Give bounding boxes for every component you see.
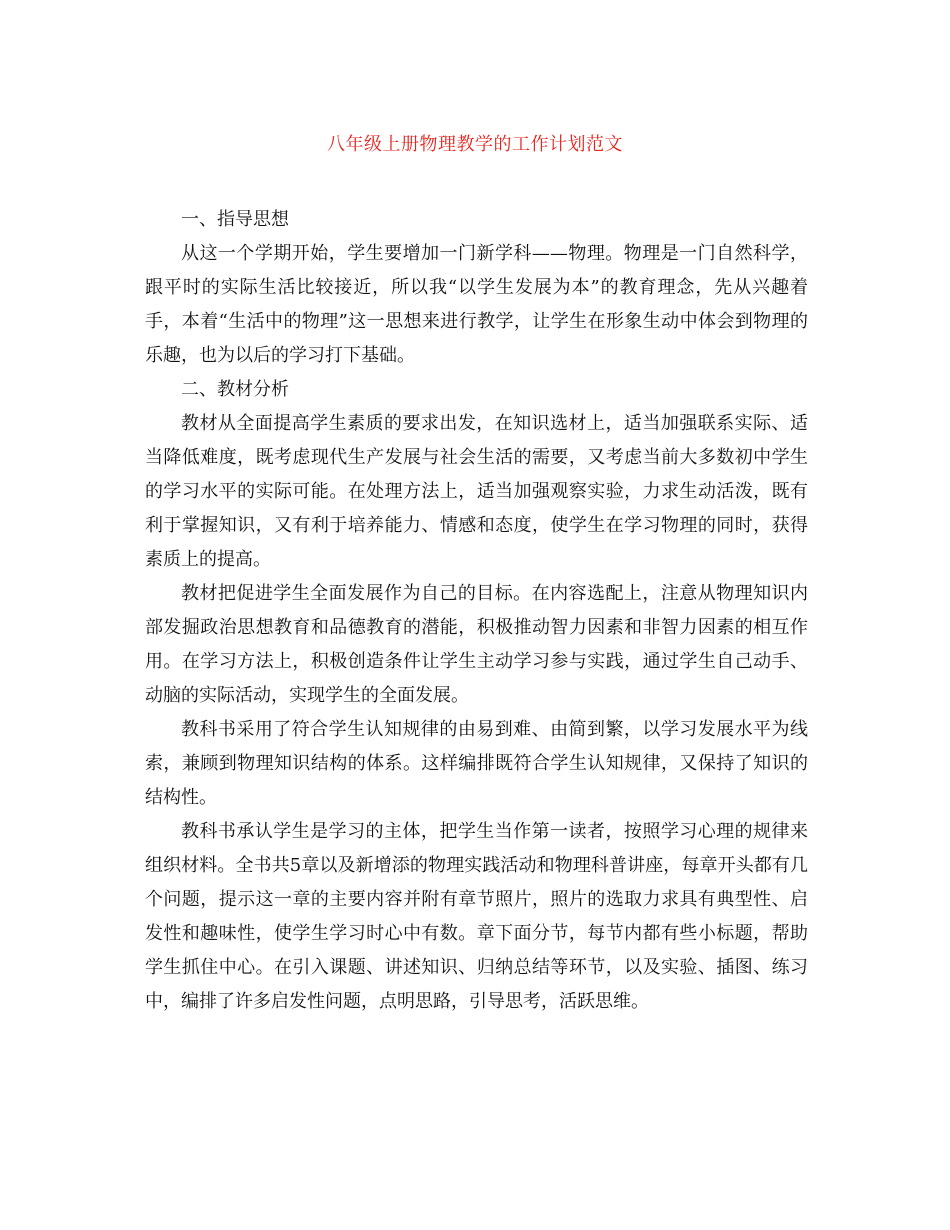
paragraph-textbook-analysis-1: 教材从全面提高学生素质的要求出发，在知识选材上，适当加强联系实际、适当降低难度，既考虑现代生产发展与社会生活的需要，又考虑当前大多数初中学生的学习水平的实际可能。在处理方法上，适当加强观察实验，力求生动活泼，既有利于掌握知识，又有利于培养能力、情感和态度，使学生在学习物理的同时，获得素质上的提高。: [145, 413, 808, 570]
paragraph-guiding-ideology: 从这一个学期开始，学生要增加一门新学科——物理。物理是一门自然科学，跟平时的实际生活比较接近，所以我“以学生发展为本”的教育理念，先从兴趣着手，本着“生活中的物理”这一思想来进行教学，让学生在形象生动中体会到物理的乐趣，也为以后的学习打下基础。: [145, 243, 808, 366]
paragraph-textbook-analysis-4: 教科书承认学生是学习的主体，把学生当作第一读者，按照学习心理的规律来组织材料。全书共5章以及新增添的物理实践活动和物理科普讲座，每章开头都有几个问题，提示这一章的主要内容并附有章节照片，照片的选取力求具有典型性、启发性和趣味性，使学生学习时心中有数。章下面分节，每节内都有些小标题，帮助学生抓住中心。在引入课题、讲述知识、归纳总结等环节，以及实验、插图、练习中，编排了许多启发性问题，点明思路，引导思考，活跃思维。: [145, 821, 808, 1012]
section-heading-textbook-analysis: 二、教材分析: [181, 379, 289, 400]
paragraph-textbook-analysis-2: 教材把促进学生全面发展作为自己的目标。在内容选配上，注意从物理知识内部发掘政治思想教育和品德教育的潜能，积极推动智力因素和非智力因素的相互作用。在学习方法上，积极创造条件让学生主动学习参与实践，通过学生自己动手、动脑的实际活动，实现学生的全面发展。: [145, 583, 808, 706]
document-title: 八年级上册物理教学的工作计划范文: [327, 134, 623, 155]
document-body: [145, 203, 808, 1019]
section-heading-guiding-ideology: 一、指导思想: [181, 209, 289, 230]
paragraph-textbook-analysis-3: 教科书采用了符合学生认知规律的由易到难、由简到繁，以学习发展水平为线索，兼顾到物理知识结构的体系。这样编排既符合学生认知规律，又保持了知识的结构性。: [145, 719, 808, 808]
